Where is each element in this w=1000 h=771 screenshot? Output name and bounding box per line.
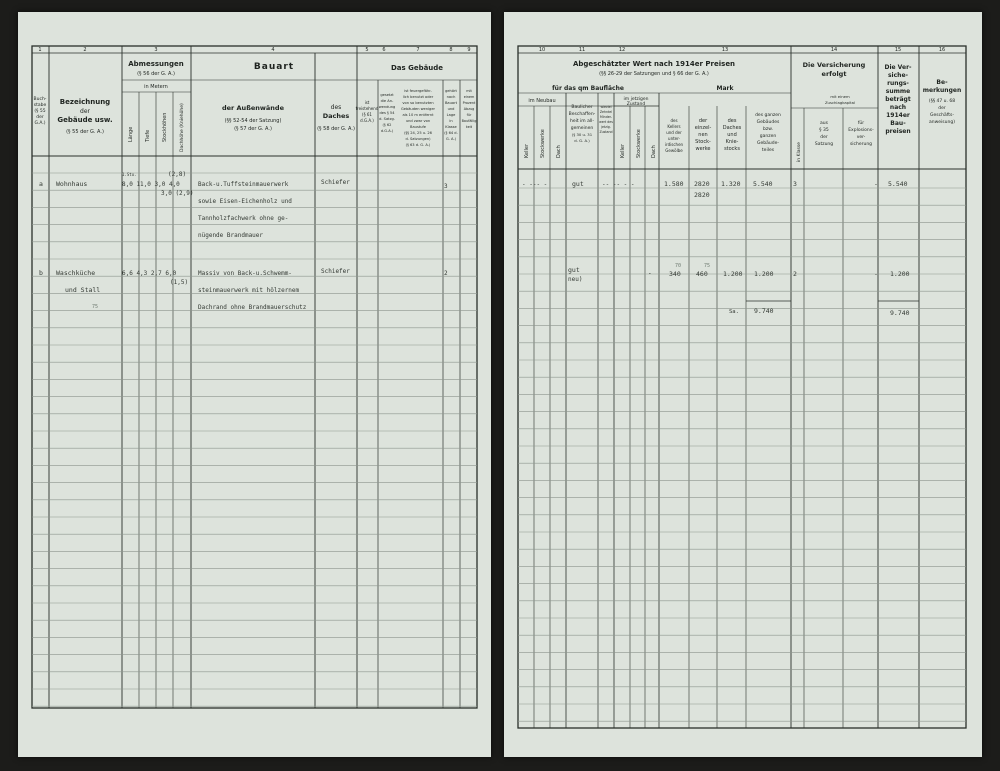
svg-text:Bauart: Bauart: [444, 101, 458, 105]
svg-text:keit: keit: [465, 125, 473, 129]
svg-text:Bezeichnung: Bezeichnung: [59, 98, 111, 106]
svg-text:Kellers: Kellers: [667, 124, 681, 129]
svg-text:stocks: stocks: [724, 146, 740, 152]
svg-text:(§ 55: (§ 55: [34, 109, 46, 114]
svg-text:Prozent: Prozent: [462, 101, 476, 105]
left-row-b: [39, 268, 448, 311]
svg-text:und: und: [727, 132, 737, 138]
svg-text:(§§ 26-29 der Satzungen und §: (§§ 26-29 der Satzungen und § 66 der G. A.): [599, 71, 709, 77]
right-page: [504, 12, 982, 757]
row-a-neubau-dashes: - --- -: [522, 181, 548, 188]
col-num-8: 8: [449, 47, 453, 53]
row-b-ganzes: 1.200: [754, 270, 774, 278]
svg-text:werke: werke: [695, 146, 711, 152]
svg-text:Zehntel: Zehntel: [599, 110, 613, 114]
svg-text:Minder-: Minder-: [600, 115, 612, 119]
row-b-wall-1: Massiv von Back-u.Schwemm-: [198, 270, 292, 277]
svg-text:1914er: 1914er: [886, 112, 910, 119]
row-b-letter: b: [39, 269, 43, 277]
right-row-b: [568, 263, 910, 283]
svg-text:stabe: stabe: [33, 103, 47, 108]
col-num-11: 11: [578, 47, 586, 53]
row-b-name-1: Waschküche: [56, 269, 96, 277]
svg-text:Gebäudes: Gebäudes: [756, 120, 780, 125]
svg-text:Beschaffen-: Beschaffen-: [568, 112, 596, 117]
svg-text:nen: nen: [698, 132, 708, 138]
col-num-2: 2: [83, 47, 87, 53]
row-a-jetzt-dashes: -- -- - -: [602, 181, 635, 188]
header-versicherung: [796, 61, 874, 162]
svg-text:und: und: [447, 107, 455, 111]
svg-text:einzel-: einzel-: [694, 125, 712, 131]
svg-text:Gewölbe: Gewölbe: [665, 148, 683, 153]
svg-text:gemeinen: gemeinen: [570, 126, 594, 131]
row-b-roof: Schiefer: [321, 268, 350, 275]
left-row-a: [39, 171, 448, 239]
col-num-14: 14: [830, 47, 838, 53]
svg-text:des: des: [727, 118, 737, 124]
col-num-16: 16: [938, 47, 946, 53]
svg-text:Explosions-: Explosions-: [848, 128, 874, 133]
svg-text:Buch-: Buch-: [33, 97, 47, 102]
svg-text:lich benutzt oder: lich benutzt oder: [402, 95, 434, 99]
svg-text:der: der: [698, 118, 708, 124]
svg-text:rungs-: rungs-: [887, 80, 909, 87]
header-einzelne-stockwerke: [695, 118, 712, 152]
svg-text:d. Satzungen): d. Satzungen): [405, 137, 431, 141]
svg-text:G.A.): G.A.): [34, 121, 46, 126]
svg-text:Bau-: Bau-: [890, 120, 906, 127]
right-column-numbers: [539, 47, 945, 53]
svg-text:Be-: Be-: [936, 79, 948, 86]
svg-text:der: der: [820, 135, 828, 140]
row-a-summe: 5.540: [888, 180, 908, 188]
svg-text:der: der: [80, 108, 90, 115]
svg-text:Daches: Daches: [322, 112, 350, 120]
svg-text:Daches: Daches: [722, 125, 742, 131]
row-a-dims-top: 1.Stu.: [122, 172, 137, 177]
svg-text:als 10 m entfernt: als 10 m entfernt: [402, 113, 434, 117]
svg-text:70: 70: [675, 263, 682, 269]
svg-text:nach: nach: [889, 104, 907, 111]
svg-text:(§ 58 der G. A.): (§ 58 der G. A.): [317, 126, 355, 132]
svg-text:erfolgt: erfolgt: [821, 70, 847, 78]
svg-text:jetzig.: jetzig.: [601, 125, 611, 129]
svg-text:Baulicher: Baulicher: [571, 105, 593, 110]
col-num-7: 7: [416, 47, 420, 53]
row-a-stockwerke: 2820: [694, 191, 710, 199]
svg-text:Geschäfts-: Geschäfts-: [930, 113, 954, 118]
svg-text:des § 54: des § 54: [379, 111, 395, 115]
svg-text:gehört: gehört: [445, 89, 457, 93]
svg-text:Abmessungen: Abmessungen: [128, 60, 184, 68]
svg-text:Klasse: Klasse: [445, 125, 457, 129]
svg-text:siche-: siche-: [887, 72, 909, 79]
left-headers: [34, 60, 477, 152]
svg-text:(§ 55 der G. A.): (§ 55 der G. A.): [66, 129, 104, 135]
header-ganzes-gebaeude: [755, 112, 781, 153]
header-keller-gewoelbe: [665, 118, 684, 153]
row-b-name-note: 75: [92, 304, 99, 310]
svg-text:für: für: [857, 121, 865, 126]
svg-text:Abzug: Abzug: [463, 107, 475, 111]
svg-text:(§ 63 d. G. A.): (§ 63 d. G. A.): [405, 143, 431, 147]
col-num-9: 9: [467, 47, 471, 53]
right-headers: [524, 60, 961, 162]
svg-text:-: -: [648, 270, 652, 277]
row-b-wall-2: steinmauerwerk mit hölzernem: [198, 287, 300, 294]
col-num-15: 15: [894, 47, 902, 53]
header-abgeschaetzt: Abgeschätzter Wert nach 1914er Preisen: [572, 60, 736, 68]
svg-text:(§§ 47 u. 68: (§§ 47 u. 68: [928, 99, 956, 104]
row-a-dach: 1.320: [721, 180, 741, 188]
header-das-gebaeude: [356, 64, 477, 147]
svg-text:Satzung: Satzung: [814, 142, 834, 147]
svg-text:summe: summe: [885, 88, 911, 95]
svg-text:und der: und der: [666, 130, 682, 135]
svg-text:irdischen: irdischen: [664, 142, 684, 147]
svg-text:Gebäude-: Gebäude-: [757, 141, 779, 146]
svg-text:und zwar von: und zwar von: [405, 119, 431, 123]
svg-text:merkungen: merkungen: [922, 87, 962, 94]
svg-text:der: der: [36, 115, 44, 120]
svg-text:Dach: Dach: [651, 145, 657, 158]
row-b-wall-3: Dachrand ohne Brandmauerschutz: [198, 304, 307, 311]
svg-text:Gebäude usw.: Gebäude usw.: [57, 116, 113, 124]
svg-text:der: der: [938, 106, 946, 111]
svg-text:G. A.): G. A.): [445, 137, 457, 141]
row-b-dach: 1.200: [723, 270, 743, 278]
svg-text:Das Gebäude: Das Gebäude: [390, 64, 444, 72]
header-tiefe: Tiefe: [145, 129, 151, 142]
header-laenge: Länge: [128, 126, 134, 142]
right-ruled-lines: [518, 188, 966, 721]
header-summe: [884, 64, 912, 135]
svg-text:(§ 57 der G. A.): (§ 57 der G. A.): [234, 126, 272, 132]
svg-text:teiles: teiles: [761, 148, 775, 153]
col-num-13: 13: [721, 47, 729, 53]
total-summe: 9.740: [890, 309, 910, 317]
svg-text:ver-: ver-: [856, 135, 866, 140]
row-a-dims-note: (2,8): [168, 171, 187, 178]
total-label: Sa.: [729, 309, 739, 315]
svg-text:des: des: [330, 104, 342, 111]
svg-text:unter-: unter-: [668, 136, 680, 141]
left-page: [18, 12, 491, 757]
row-b-beschaffenheit-2: neu): [568, 276, 583, 283]
row-a-klasse: 3: [444, 183, 448, 190]
row-a-beschaffenheit: gut: [572, 180, 584, 188]
left-form-sheet: [18, 12, 491, 757]
right-form-sheet: [504, 12, 982, 757]
row-a-ganzes: 5.540: [753, 180, 773, 188]
svg-text:wert des: wert des: [599, 120, 613, 124]
header-daches-kniestocks: [723, 118, 742, 152]
row-a-wall-1: Back-u.Tuffsteinmauerwerk: [198, 181, 289, 188]
svg-text:-: -: [874, 180, 878, 188]
svg-text:ist: ist: [364, 100, 370, 105]
svg-text:Die Ver-: Die Ver-: [884, 64, 912, 71]
row-a-keller: 1.580: [664, 180, 684, 188]
header-abmessungen: [128, 60, 185, 152]
svg-text:wieviel: wieviel: [600, 105, 612, 109]
svg-text:Knie-: Knie-: [725, 139, 739, 145]
svg-text:preisen: preisen: [885, 128, 911, 135]
row-b-beschaffenheit: gut: [568, 266, 580, 274]
header-bezeichnung: [57, 98, 112, 135]
svg-text:beträgt: beträgt: [885, 96, 911, 103]
col-num-1: 1: [38, 47, 42, 53]
row-b-keller: 340: [669, 270, 681, 278]
row-b-dims-2: (1,5): [170, 279, 189, 286]
total-value: 9.740: [754, 307, 774, 315]
svg-text:der Außenwände: der Außenwände: [222, 104, 284, 112]
header-stockhoehen: Stockhöhen: [162, 112, 168, 142]
svg-text:Baufällig: Baufällig: [461, 119, 477, 123]
header-in-klasse: in Klasse: [797, 142, 802, 162]
svg-text:(§ 56 der G. A.): (§ 56 der G. A.): [137, 71, 175, 77]
svg-text:Die Versicherung: Die Versicherung: [802, 61, 866, 69]
header-buchstabe: [34, 96, 47, 126]
svg-text:Bauart: Bauart: [253, 62, 295, 72]
col-num-4: 4: [271, 47, 275, 53]
svg-text:die An-: die An-: [380, 99, 394, 103]
svg-text:d. G. A.): d. G. A.): [574, 138, 590, 143]
svg-text:(§ 61: (§ 61: [362, 112, 372, 117]
svg-text:(§ 64 d.: (§ 64 d.: [444, 131, 458, 135]
row-b-name-2: und Stall: [65, 286, 101, 294]
header-fuer-qm: für das qm Baufläche: [552, 85, 624, 92]
header-dachhoehe: Dachhöhe (Kniehöhe): [180, 103, 185, 152]
svg-text:freistehend: freistehend: [355, 106, 379, 111]
svg-text:(§§ 52-54 der Satzung): (§§ 52-54 der Satzung): [224, 118, 282, 124]
svg-text:nach: nach: [446, 95, 456, 99]
svg-text:-: -: [874, 270, 878, 278]
right-row-a: [522, 180, 908, 199]
header-wieviel: [599, 105, 613, 134]
col-num-10: 10: [538, 47, 546, 53]
row-a-wall-3: Tannholzfachwerk ohne ge-: [198, 215, 289, 222]
svg-text:des ganzen: des ganzen: [755, 113, 781, 118]
svg-text:d. Satzg.: d. Satzg.: [379, 117, 395, 121]
svg-text:Baustufe: Baustufe: [410, 125, 426, 129]
svg-text:75: 75: [704, 263, 711, 269]
svg-text:ist feuergefähr-: ist feuergefähr-: [404, 89, 432, 93]
svg-text:in: in: [449, 119, 453, 123]
svg-text:gesetzt: gesetzt: [380, 93, 394, 97]
svg-text:Zustand: Zustand: [599, 130, 613, 134]
row-a-wall-4: nügende Brandmauer: [198, 232, 264, 239]
svg-text:anweisung): anweisung): [929, 120, 955, 125]
svg-text:Stock-: Stock-: [695, 139, 711, 145]
header-baulicher: [569, 104, 596, 143]
svg-text:Zuschlagkapital: Zuschlagkapital: [824, 100, 856, 105]
row-a-stockwerke-old: 2820: [694, 180, 710, 188]
svg-text:d.G.A.): d.G.A.): [380, 129, 394, 133]
svg-text:in Metern: in Metern: [144, 84, 168, 90]
svg-text:im Neubau: im Neubau: [528, 98, 556, 104]
row-b-stockwerke: 460: [696, 270, 708, 278]
svg-text:aus: aus: [820, 121, 828, 126]
svg-text:Stockwerke: Stockwerke: [636, 129, 642, 158]
left-ruled-lines: [32, 173, 477, 706]
svg-text:wendung: wendung: [378, 105, 396, 109]
svg-text:(§ 30 u. 31: (§ 30 u. 31: [571, 132, 593, 137]
svg-text:mit einem: mit einem: [830, 94, 850, 99]
row-a-name: Wohnhaus: [56, 180, 88, 188]
svg-text:Stockwerke: Stockwerke: [540, 129, 546, 158]
row-b-klasse-versicherung: 2: [793, 270, 797, 278]
left-column-numbers: [38, 47, 470, 53]
header-mark: Mark: [716, 85, 734, 92]
svg-text:im jetzigen: im jetzigen: [623, 97, 649, 102]
svg-text:des: des: [670, 118, 678, 123]
svg-text:Keller: Keller: [620, 143, 626, 158]
svg-text:d.G.A.): d.G.A.): [360, 118, 374, 123]
row-b-summe: 1.200: [890, 270, 910, 278]
svg-text:einem: einem: [463, 95, 475, 99]
svg-text:mit: mit: [466, 89, 472, 93]
svg-text:sicherung: sicherung: [849, 142, 873, 147]
svg-text:Dach: Dach: [556, 145, 562, 158]
col-num-5: 5: [365, 47, 369, 53]
row-b-dims: 6,6 4,3 2,7 6,0: [122, 270, 177, 277]
row-a-dims: 8,0 11,0 3,0 4,0: [122, 181, 180, 188]
row-a-klasse-versicherung: 3: [793, 180, 797, 188]
row-a-wall-2: sowie Eisen-Eichenholz und: [198, 198, 292, 205]
row-b-klasse: 2: [444, 270, 448, 277]
svg-text:von so benutzten: von so benutzten: [402, 101, 434, 105]
svg-text:(§§ 24, 25 u. 26: (§§ 24, 25 u. 26: [404, 131, 432, 135]
col-num-3: 3: [154, 47, 158, 53]
row-a-dims-2: 3,0 (2,9): [161, 190, 194, 197]
header-bemerkungen: [923, 79, 961, 125]
header-bauart: [222, 62, 355, 132]
svg-text:für: für: [466, 113, 472, 117]
col-num-6: 6: [382, 47, 386, 53]
svg-text:Zustand: Zustand: [626, 102, 646, 107]
svg-text:Gebäuden weniger: Gebäuden weniger: [400, 107, 436, 111]
svg-text:heit im all-: heit im all-: [569, 119, 595, 124]
svg-text:Lage: Lage: [446, 113, 456, 117]
svg-text:ganzen: ganzen: [759, 134, 777, 139]
svg-text:§ 35: § 35: [819, 128, 829, 133]
svg-text:(§ 62: (§ 62: [382, 123, 392, 127]
col-num-12: 12: [618, 47, 626, 53]
row-a-roof: Schiefer: [321, 179, 350, 186]
svg-text:Keller: Keller: [524, 143, 530, 158]
row-a-letter: a: [39, 180, 43, 188]
svg-text:bzw.: bzw.: [763, 127, 773, 132]
